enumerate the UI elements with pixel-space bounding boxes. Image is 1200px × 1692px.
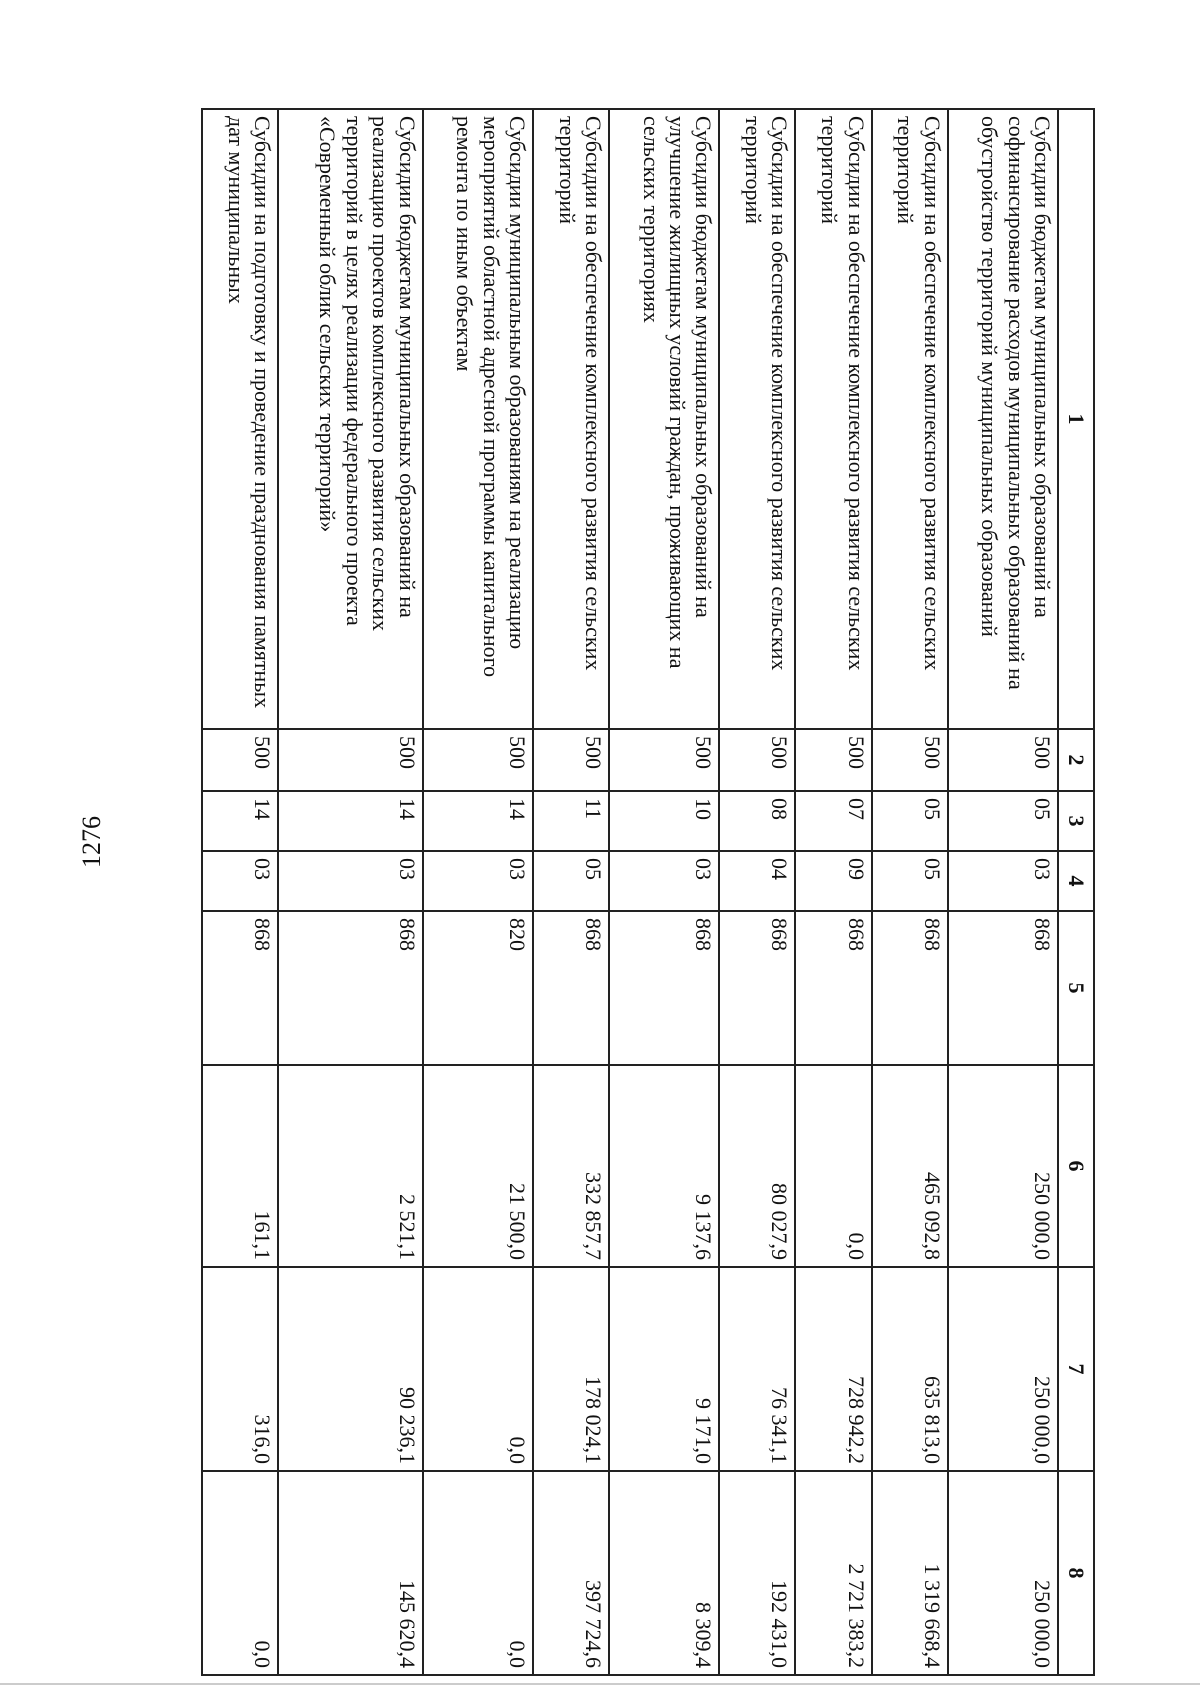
cell-col-3: 07 bbox=[795, 791, 871, 851]
table-row bbox=[719, 109, 795, 1675]
cell-col-6: 250 000,0 bbox=[948, 1065, 1058, 1267]
cell-col-7: 250 000,0 bbox=[948, 1267, 1058, 1471]
row-name: Субсидии муниципальным образованиям на реализацию мероприятий областной адресной программы капитального ремонта по иным объектам bbox=[423, 109, 533, 729]
table-row bbox=[609, 109, 719, 1675]
row-name: Субсидии на обеспечение комплексного развития сельских территорий bbox=[795, 109, 871, 729]
table-row bbox=[948, 109, 1058, 1675]
cell-col-4: 05 bbox=[533, 851, 609, 911]
cell-col-5: 868 bbox=[795, 911, 871, 1065]
cell-col-3: 10 bbox=[609, 791, 719, 851]
table-row bbox=[202, 109, 278, 1675]
cell-col-3: 14 bbox=[278, 791, 422, 851]
row-name: Субсидии на обеспечение комплексного развития сельских территорий bbox=[872, 109, 948, 729]
cell-col-5: 868 bbox=[872, 911, 948, 1065]
cell-col-3: 08 bbox=[719, 791, 795, 851]
cell-col-5: 868 bbox=[278, 911, 422, 1065]
col-header-4: 4 bbox=[1058, 851, 1094, 911]
cell-col-6: 80 027,9 bbox=[719, 1065, 795, 1267]
cell-col-8: 192 431,0 bbox=[719, 1471, 795, 1675]
cell-col-8: 8 309,4 bbox=[609, 1471, 719, 1675]
cell-col-6: 2 521,1 bbox=[278, 1065, 422, 1267]
cell-col-4: 04 bbox=[719, 851, 795, 911]
cell-col-4: 03 bbox=[609, 851, 719, 911]
cell-col-8: 0,0 bbox=[423, 1471, 533, 1675]
cell-col-7: 728 942,2 bbox=[795, 1267, 871, 1471]
cell-col-2: 500 bbox=[278, 729, 422, 791]
cell-col-3: 05 bbox=[872, 791, 948, 851]
cell-col-6: 465 092,8 bbox=[872, 1065, 948, 1267]
cell-col-3: 05 bbox=[948, 791, 1058, 851]
cell-col-2: 500 bbox=[202, 729, 278, 791]
table-row bbox=[278, 109, 422, 1675]
cell-col-7: 635 813,0 bbox=[872, 1267, 948, 1471]
col-header-2: 2 bbox=[1058, 729, 1094, 791]
cell-col-8: 250 000,0 bbox=[948, 1471, 1058, 1675]
col-header-6: 6 bbox=[1058, 1065, 1094, 1267]
cell-col-4: 03 bbox=[278, 851, 422, 911]
cell-col-7: 178 024,1 bbox=[533, 1267, 609, 1471]
cell-col-7: 90 236,1 bbox=[278, 1267, 422, 1471]
table-row bbox=[533, 109, 609, 1675]
cell-col-2: 500 bbox=[533, 729, 609, 791]
col-header-1: 1 bbox=[1058, 109, 1094, 729]
cell-col-7: 316,0 bbox=[202, 1267, 278, 1471]
cell-col-7: 0,0 bbox=[423, 1267, 533, 1471]
cell-col-3: 11 bbox=[533, 791, 609, 851]
budget-table bbox=[201, 108, 1095, 1676]
cell-col-2: 500 bbox=[795, 729, 871, 791]
cell-col-6: 9 137,6 bbox=[609, 1065, 719, 1267]
cell-col-7: 9 171,0 bbox=[609, 1267, 719, 1471]
cell-col-8: 0,0 bbox=[202, 1471, 278, 1675]
cell-col-4: 03 bbox=[948, 851, 1058, 911]
col-header-8: 8 bbox=[1058, 1471, 1094, 1675]
col-header-3: 3 bbox=[1058, 791, 1094, 851]
cell-col-6: 21 500,0 bbox=[423, 1065, 533, 1267]
header-row bbox=[1058, 109, 1094, 1675]
page-number: 1276 bbox=[77, 816, 106, 868]
budget-table-rotated bbox=[201, 108, 1095, 1674]
cell-col-5: 868 bbox=[202, 911, 278, 1065]
cell-col-4: 09 bbox=[795, 851, 871, 911]
cell-col-8: 145 620,4 bbox=[278, 1471, 422, 1675]
table-row bbox=[423, 109, 533, 1675]
cell-col-6: 0,0 bbox=[795, 1065, 871, 1267]
cell-col-8: 1 319 668,4 bbox=[872, 1471, 948, 1675]
col-header-5: 5 bbox=[1058, 911, 1094, 1065]
row-name: Субсидии бюджетам муниципальных образований на улучшение жилищных условий граждан, проживающих на сельских территориях bbox=[609, 109, 719, 729]
cell-col-2: 500 bbox=[423, 729, 533, 791]
cell-col-5: 868 bbox=[719, 911, 795, 1065]
cell-col-8: 2 721 383,2 bbox=[795, 1471, 871, 1675]
row-name: Субсидии бюджетам муниципальных образований на софинансирование расходов муниципальных образований на обустройство территорий муниципальных образований bbox=[948, 109, 1058, 729]
cell-col-5: 820 bbox=[423, 911, 533, 1065]
scan-edge-divider bbox=[0, 1683, 1200, 1685]
cell-col-4: 05 bbox=[872, 851, 948, 911]
cell-col-6: 332 857,7 bbox=[533, 1065, 609, 1267]
row-name: Субсидии на обеспечение комплексного развития сельских территорий bbox=[533, 109, 609, 729]
cell-col-2: 500 bbox=[948, 729, 1058, 791]
cell-col-5: 868 bbox=[533, 911, 609, 1065]
cell-col-6: 161,1 bbox=[202, 1065, 278, 1267]
table-row bbox=[795, 109, 871, 1675]
row-name: Субсидии на обеспечение комплексного развития сельских территорий bbox=[719, 109, 795, 729]
cell-col-2: 500 bbox=[872, 729, 948, 791]
cell-col-4: 03 bbox=[202, 851, 278, 911]
cell-col-2: 500 bbox=[609, 729, 719, 791]
cell-col-3: 14 bbox=[423, 791, 533, 851]
cell-col-4: 03 bbox=[423, 851, 533, 911]
row-name: Субсидии на подготовку и проведение празднования памятных дат муниципальных bbox=[202, 109, 278, 729]
cell-col-5: 868 bbox=[948, 911, 1058, 1065]
cell-col-7: 76 341,1 bbox=[719, 1267, 795, 1471]
cell-col-2: 500 bbox=[719, 729, 795, 791]
row-name: Субсидии бюджетам муниципальных образований на реализацию проектов комплексного развития сельских территорий в целях реализации федерального проекта «Современный облик сельских территорий» bbox=[278, 109, 422, 729]
cell-col-5: 868 bbox=[609, 911, 719, 1065]
cell-col-8: 397 724,6 bbox=[533, 1471, 609, 1675]
col-header-7: 7 bbox=[1058, 1267, 1094, 1471]
table-row bbox=[872, 109, 948, 1675]
cell-col-3: 14 bbox=[202, 791, 278, 851]
